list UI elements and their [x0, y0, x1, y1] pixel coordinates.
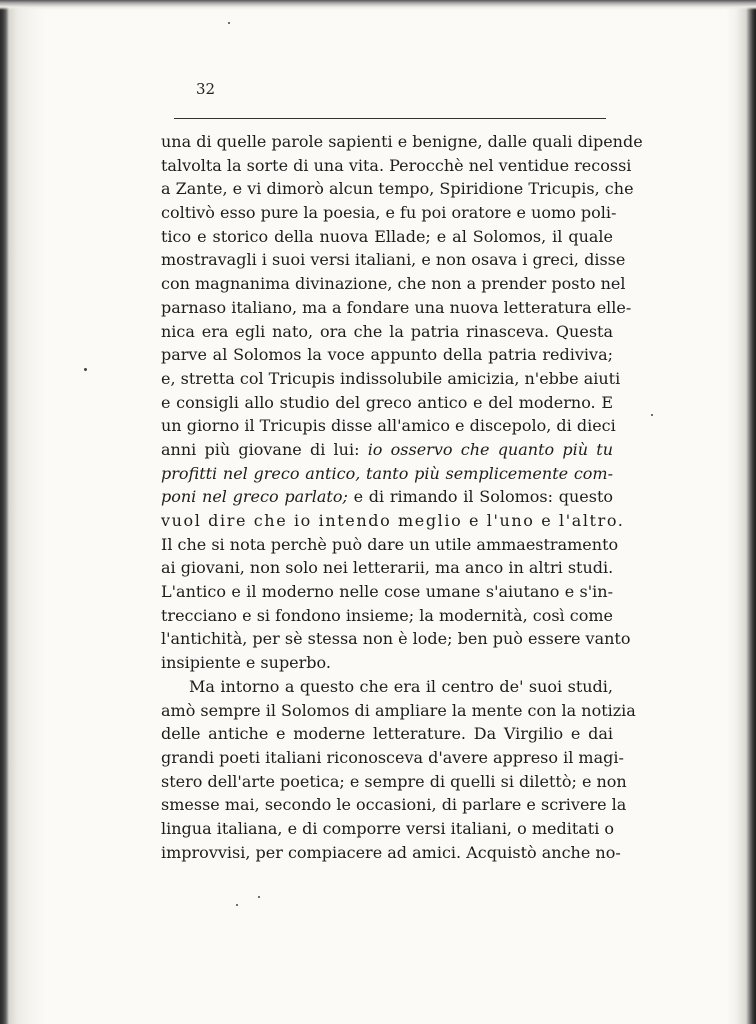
body-text [161, 130, 643, 864]
text-line [161, 177, 634, 201]
text-run: l'antichità, per sè stessa non è lode; ben può essere vanto [161, 629, 631, 649]
text-line [161, 627, 631, 651]
text-run: un giorno il Tricupis disse all'amico e discepolo, di dieci [161, 416, 616, 436]
italic-text: profitti nel greco antico, tanto più semplicemente com- [161, 463, 613, 483]
text-run: a Zante, e vi dimorò alcun tempo, Spiridione Tricupis, che [161, 179, 634, 199]
text-run: trecciano e si fondono insieme; la modernità, così come [161, 605, 613, 625]
text-line [161, 225, 613, 249]
text-line [161, 320, 613, 344]
text-line [161, 509, 625, 533]
ink-speck [651, 414, 653, 416]
ink-speck [258, 896, 260, 898]
text-line [161, 722, 613, 746]
text-run: parnaso italiano, ma a fondare una nuova letteratura elle- [161, 297, 632, 317]
text-run: lingua italiana, e di comporre versi italiani, o meditati o [161, 818, 615, 838]
italic-text: io osservo che quanto più tu [367, 439, 613, 459]
text-run: mostravagli i suoi versi italiani, e non osava i greci, disse [161, 250, 626, 270]
text-run: parve al Solomos la voce appunto della patria rediviva; [161, 345, 613, 365]
text-run: L'antico e il moderno nelle cose umane s'aiutano e s'in- [161, 582, 613, 602]
text-line [161, 793, 627, 817]
text-run: improvvisi, per compiacere ad amici. Acquistò anche no- [161, 842, 621, 862]
text-run: talvolta la sorte di una vita. Perocchè nel ventidue recossi [161, 155, 632, 175]
text-run: nica era egli nato, ora che la patria rinasceva. Questa [161, 321, 613, 341]
text-line [161, 154, 632, 178]
text-run: anni più giovane di lui: [161, 439, 368, 459]
text-line [161, 462, 613, 486]
text-line [161, 699, 636, 723]
text-line [161, 438, 613, 462]
italic-text: poni nel greco parlato; [161, 487, 348, 507]
text-run: smesse mai, secondo le occasioni, di parlare e scrivere la [161, 795, 627, 815]
text-line [161, 770, 627, 794]
text-run: e di rimando il Solomos: questo [347, 487, 614, 507]
header-rule [174, 118, 606, 119]
text-run: Ma intorno a questo che era il centro de' suoi studi, [189, 676, 613, 696]
text-line [161, 675, 613, 699]
text-run: vuol dire che io intendo meglio e l'uno e l'altro. [161, 511, 625, 530]
text-line [161, 414, 616, 438]
text-line [161, 391, 613, 415]
text-run: una di quelle parole sapienti e benigne, dalle quali dipende [161, 132, 643, 151]
text-line [161, 201, 617, 225]
text-run: coltivò esso pure la poesia, e fu poi oratore e uomo poli- [161, 203, 617, 223]
text-run: amò sempre il Solomos di ampliare la mente con la notizia [161, 700, 636, 720]
text-run: ai giovani, non solo nei letterarii, ma anco in altri studi. [161, 558, 614, 578]
text-line [161, 651, 613, 675]
text-line [161, 248, 626, 272]
text-run: con magnanima divinazione, che non a prender posto nel [161, 274, 626, 294]
text-run: e consigli allo studio del greco antico e del moderno. E [161, 392, 613, 412]
text-line [161, 841, 621, 865]
ink-speck [84, 368, 87, 371]
top-page-edge [0, 0, 756, 10]
text-line [161, 343, 613, 367]
text-line [161, 604, 613, 628]
text-line [161, 367, 621, 391]
text-run: e, stretta col Tricupis indissolubile amicizia, n'ebbe aiuti [161, 368, 621, 388]
text-run: Il che si nota perchè può dare un utile ammaestramento [161, 534, 619, 554]
text-run: grandi poeti italiani riconosceva d'avere appreso il magi- [161, 747, 624, 767]
text-line [161, 296, 632, 320]
text-line [161, 533, 619, 557]
text-line [161, 580, 613, 604]
text-run: tico e storico della nuova Ellade; e al Solomos, il quale [161, 226, 613, 246]
ink-speck [228, 22, 230, 24]
text-line [161, 746, 624, 770]
text-line [161, 272, 626, 296]
right-page-edge [726, 0, 756, 1024]
left-binding-edge [0, 0, 46, 1024]
text-line [161, 556, 613, 580]
text-line [161, 485, 613, 509]
page-number: 32 [196, 80, 216, 98]
text-run: stero dell'arte poetica; e sempre di quelli si dilettò; e non [161, 771, 627, 791]
text-run: delle antiche e moderne letterature. Da Virgilio e dai [161, 724, 613, 744]
text-run: insipiente e superbo. [161, 653, 331, 673]
ink-speck [236, 904, 238, 906]
text-line [161, 130, 643, 154]
text-line [161, 817, 613, 841]
